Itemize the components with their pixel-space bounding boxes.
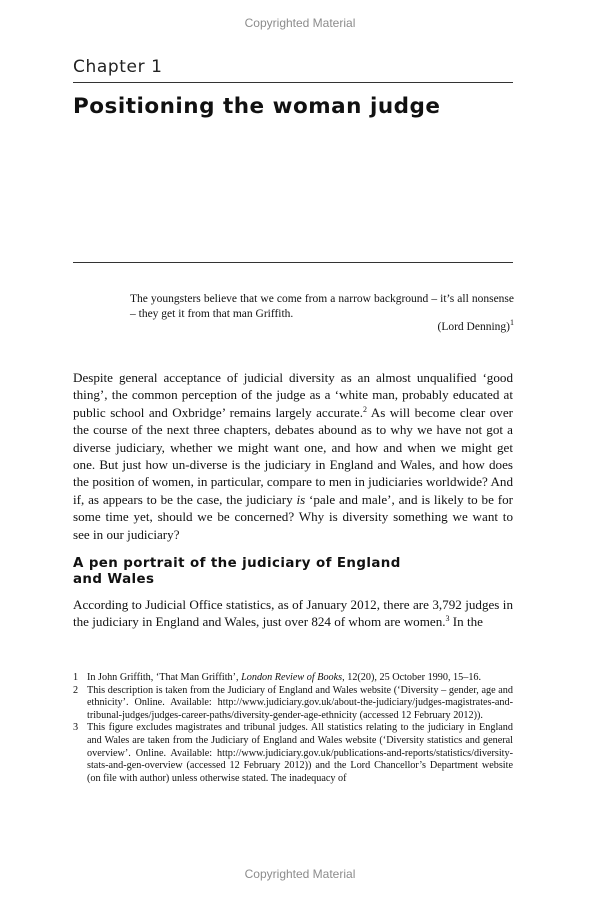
footnote-text-pre: In John Griffith, ‘That Man Griffith’,	[87, 672, 242, 683]
footnote-text	[87, 672, 513, 685]
footnote-text-pre: This figure excludes magistrates and tribunal judges. All statistics relating to the judiciary in England and Wales are taken from the Judiciary of England and Wales website (‘Diversity statistics and general overview’. Online. Available: http://www.judiciary.gov.uk/publications-and-reports/statistics/diversity-stats-and-gen-overview (accessed 12 February 2012)) and the Lord Chancellor’s Department website (on file with author) unless otherwise stated. The inadequacy of	[87, 722, 513, 784]
footnote-text	[87, 685, 513, 723]
section-text-1: According to Judicial Office statistics, as of January 2012, there are 3,792 judges in the judiciary in England and Wales, just over 824 of whom are women.	[73, 597, 513, 630]
footnote-text-pre: This description is taken from the Judiciary of England and Wales website (‘Diversity – gender, age and ethnicity’. Online. Available: http://www.judiciary.gov.uk/about-the-judiciary/judges-magistrates-and-tribunal-judges/judges-career-paths/diversity-gender-age-ethnicity (accessed 12 February 2012)).	[87, 684, 513, 721]
footnote-ref-1: 1	[510, 318, 514, 327]
intro-emphasis: is	[296, 491, 306, 507]
footnote-text-post: , 12(20), 25 October 1990, 15–16.	[342, 672, 482, 683]
intro-text-2: As will become clear over the course of the next three chapters, debates abound as to why we have not got a diverse judiciary, whether we might want one, and how and when we might get one. But just how un-diverse is the judiciary in England and Wales, and how does the position of women, in particular, compare to men in judiciaries worldwide? And if, as appears to be the case, the judiciary	[73, 404, 513, 507]
section-heading: A pen portrait of the judiciary of England and Wales	[73, 556, 401, 587]
watermark-bottom: Copyrighted Material	[244, 867, 356, 881]
intro-paragraph	[73, 369, 513, 543]
footnote-text	[87, 722, 513, 785]
chapter-title: Positioning the woman judge	[73, 94, 441, 119]
footnote	[73, 672, 513, 685]
epigraph-quote: The youngsters believe that we come from a narrow background – it’s all nonsense – they get it from that man Griffith.	[130, 293, 514, 320]
chapter-rule-top	[73, 82, 513, 83]
epigraph-author: (Lord Denning)	[437, 321, 510, 333]
footnote-italic: London Review of Books	[241, 672, 343, 683]
intro-text-3: ‘pale and male’, and is likely to be for some time yet, should we be concerned? Why is diversity something we want to see in our judiciary?	[73, 491, 513, 542]
footnotes	[73, 672, 513, 785]
footnote-ref-3: 3	[445, 614, 450, 624]
footnote-number: 2	[73, 684, 79, 696]
intro-text-1: Despite general acceptance of judicial diversity as an almost unqualified ‘good thing’, the common perception of the judge as a ‘white man, probably educated at public school and Oxbridge’ remains largely accurate.	[73, 370, 513, 420]
section-text-2: In the	[449, 614, 483, 630]
chapter-rule-bottom	[73, 262, 513, 263]
footnote	[73, 685, 513, 723]
footnote-number: 1	[73, 672, 79, 683]
footnote	[73, 722, 513, 785]
chapter-label: Chapter 1	[73, 57, 163, 77]
footnote-number: 3	[73, 722, 79, 734]
footnote-ref-2: 2	[362, 404, 367, 414]
watermark-top: Copyrighted Material	[244, 16, 356, 30]
epigraph-attribution	[438, 320, 515, 335]
section-paragraph	[73, 596, 513, 631]
